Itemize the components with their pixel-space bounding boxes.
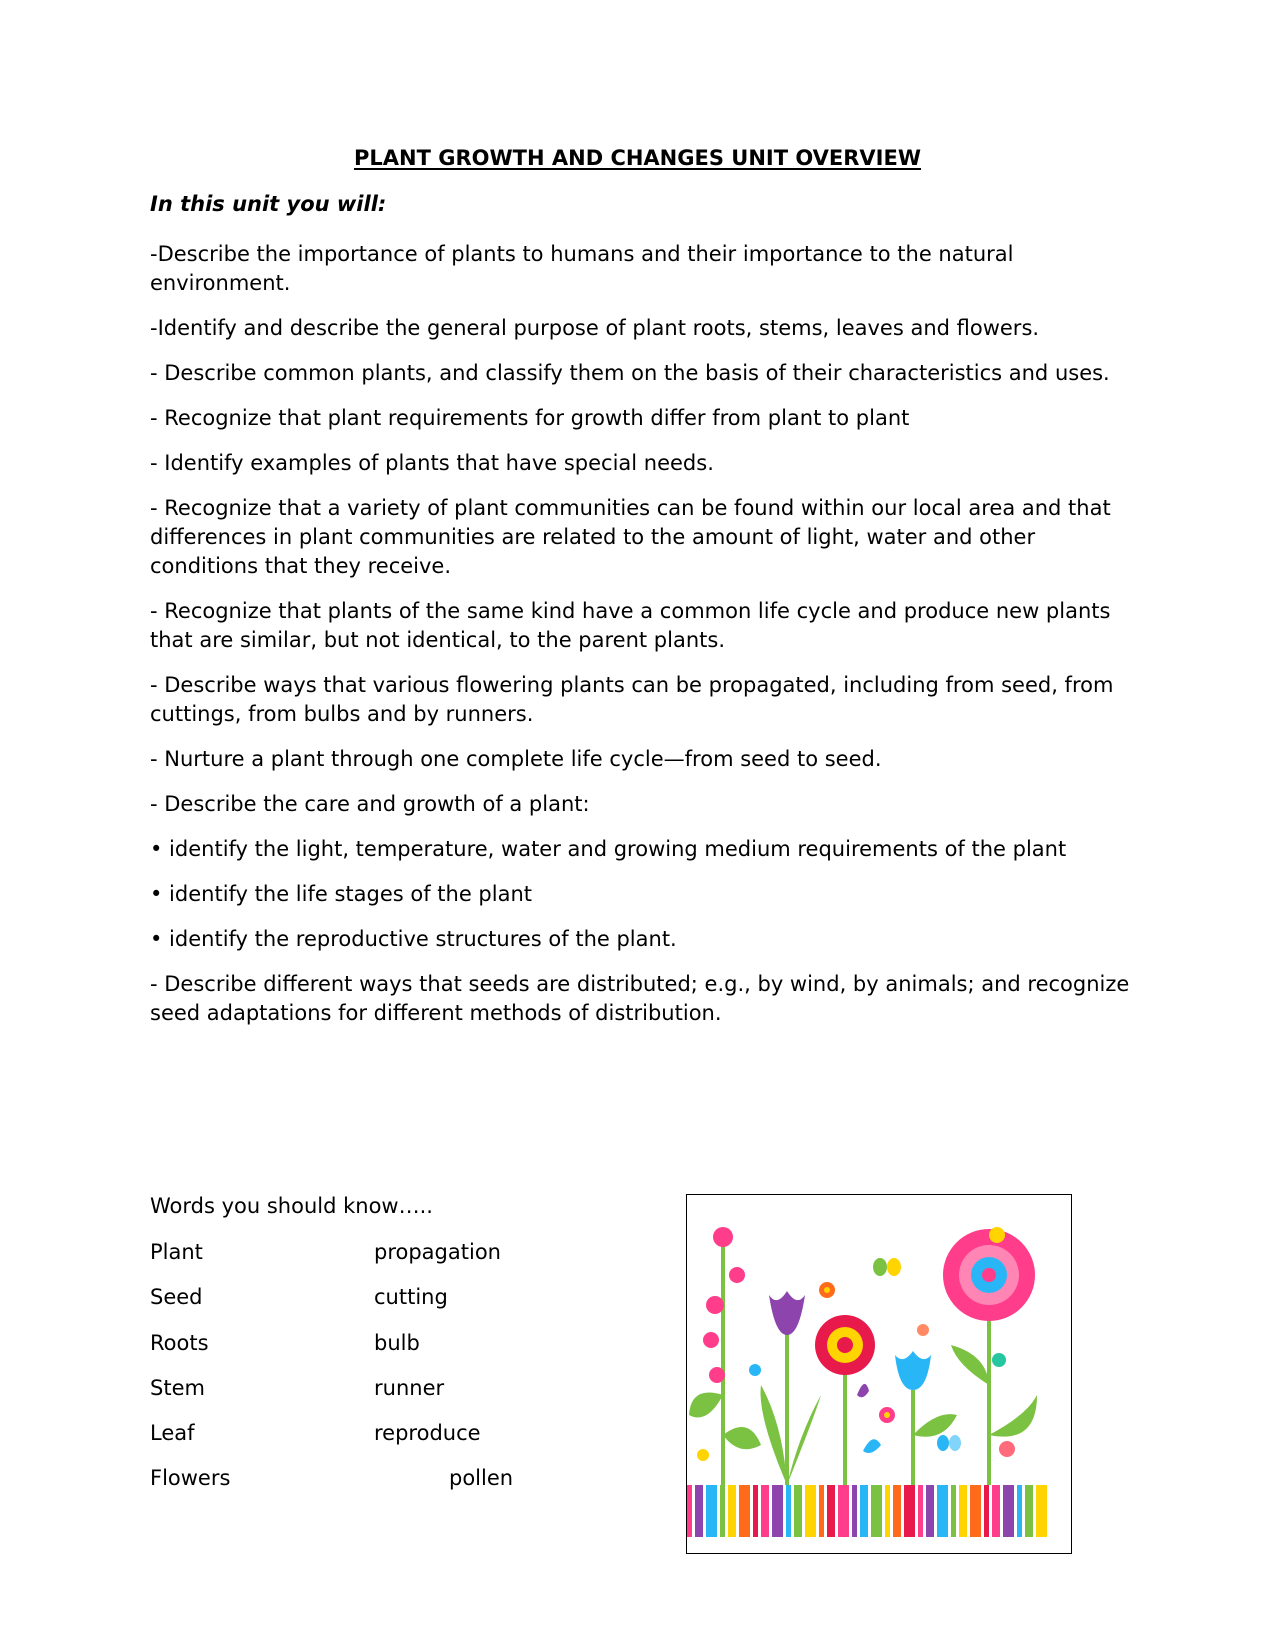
vocab-word: pollen <box>449 1466 514 1490</box>
vocab-word: Stem <box>150 1376 205 1400</box>
stripe <box>871 1485 882 1537</box>
vocabulary-heading: Words you should know….. <box>150 1194 433 1218</box>
objective-item: - Describe common plants, and classify them on the basis of their characteristics and uses. <box>150 361 1110 385</box>
stripe <box>772 1485 783 1537</box>
vocab-word: reproduce <box>374 1421 481 1445</box>
vocab-word: Leaf <box>150 1421 195 1445</box>
stripe <box>959 1485 967 1537</box>
stripe <box>951 1485 956 1537</box>
objective-item: • identify the reproductive structures of the plant. <box>150 927 677 951</box>
vocab-word: propagation <box>374 1240 501 1264</box>
vocab-word: Flowers <box>150 1466 231 1490</box>
stripe <box>926 1485 934 1537</box>
objective-item: - Describe ways that various flowering plants can be propagated, including from seed, from cuttings, from bulbs and by runners. <box>150 673 1114 726</box>
vocab-word: Plant <box>150 1240 203 1264</box>
objective-item: - Identify examples of plants that have special needs. <box>150 451 714 475</box>
vocab-word: runner <box>374 1376 445 1400</box>
stripe <box>992 1485 1000 1537</box>
stripe <box>687 1485 692 1537</box>
stripe <box>720 1485 725 1537</box>
stripe <box>904 1485 915 1537</box>
unit-intro: In this unit you will: <box>150 192 387 216</box>
stripe <box>706 1485 717 1537</box>
stripe <box>1003 1485 1014 1537</box>
stripe <box>970 1485 981 1537</box>
vocab-word: bulb <box>374 1331 420 1355</box>
stripe <box>794 1485 802 1537</box>
stripe <box>1025 1485 1033 1537</box>
stripe <box>937 1485 948 1537</box>
stripe <box>852 1485 857 1537</box>
objective-item: - Recognize that plants of the same kind have a common life cycle and produce new plants that are similar, but not identical, to the parent plants. <box>150 599 1111 652</box>
stripe <box>819 1485 824 1537</box>
stripe <box>827 1485 835 1537</box>
objective-item: -Identify and describe the general purpose of plant roots, stems, leaves and flowers. <box>150 316 1040 340</box>
vocab-word: Seed <box>150 1285 203 1309</box>
objective-item: - Recognize that plant requirements for growth differ from plant to plant <box>150 406 910 430</box>
objective-item: -Describe the importance of plants to humans and their importance to the natural environment. <box>150 242 1014 295</box>
flower-illustration <box>686 1194 1072 1554</box>
objectives-list <box>150 240 1135 1044</box>
objective-item: - Recognize that a variety of plant communities can be found within our local area and that differences in plant communities are related to the amount of light, water and other conditions that they receive. <box>150 496 1111 578</box>
stripe <box>805 1485 816 1537</box>
flower-garden-icon <box>687 1195 1070 1552</box>
stripe <box>1017 1485 1022 1537</box>
stripe <box>761 1485 769 1537</box>
page-title: PLANT GROWTH AND CHANGES UNIT OVERVIEW <box>354 146 921 170</box>
stripe <box>786 1485 791 1537</box>
objective-item: • identify the life stages of the plant <box>150 882 532 906</box>
stripe <box>885 1485 890 1537</box>
stripe <box>838 1485 849 1537</box>
stripe <box>918 1485 923 1537</box>
stripe <box>728 1485 736 1537</box>
objective-item: - Nurture a plant through one complete life cycle—from seed to seed. <box>150 747 882 771</box>
stripe <box>1036 1485 1047 1537</box>
objective-item: - Describe different ways that seeds are distributed; e.g., by wind, by animals; and recognize seed adaptations for different methods of distribution. <box>150 972 1130 1025</box>
stripe <box>753 1485 758 1537</box>
objective-item: - Describe the care and growth of a plant: <box>150 792 590 816</box>
vocab-word: cutting <box>374 1285 448 1309</box>
stripe <box>860 1485 868 1537</box>
stripe <box>739 1485 750 1537</box>
stripe <box>695 1485 703 1537</box>
stripe <box>893 1485 901 1537</box>
vocab-word: Roots <box>150 1331 209 1355</box>
objective-item: • identify the light, temperature, water and growing medium requirements of the plant <box>150 837 1067 861</box>
stripe <box>984 1485 989 1537</box>
